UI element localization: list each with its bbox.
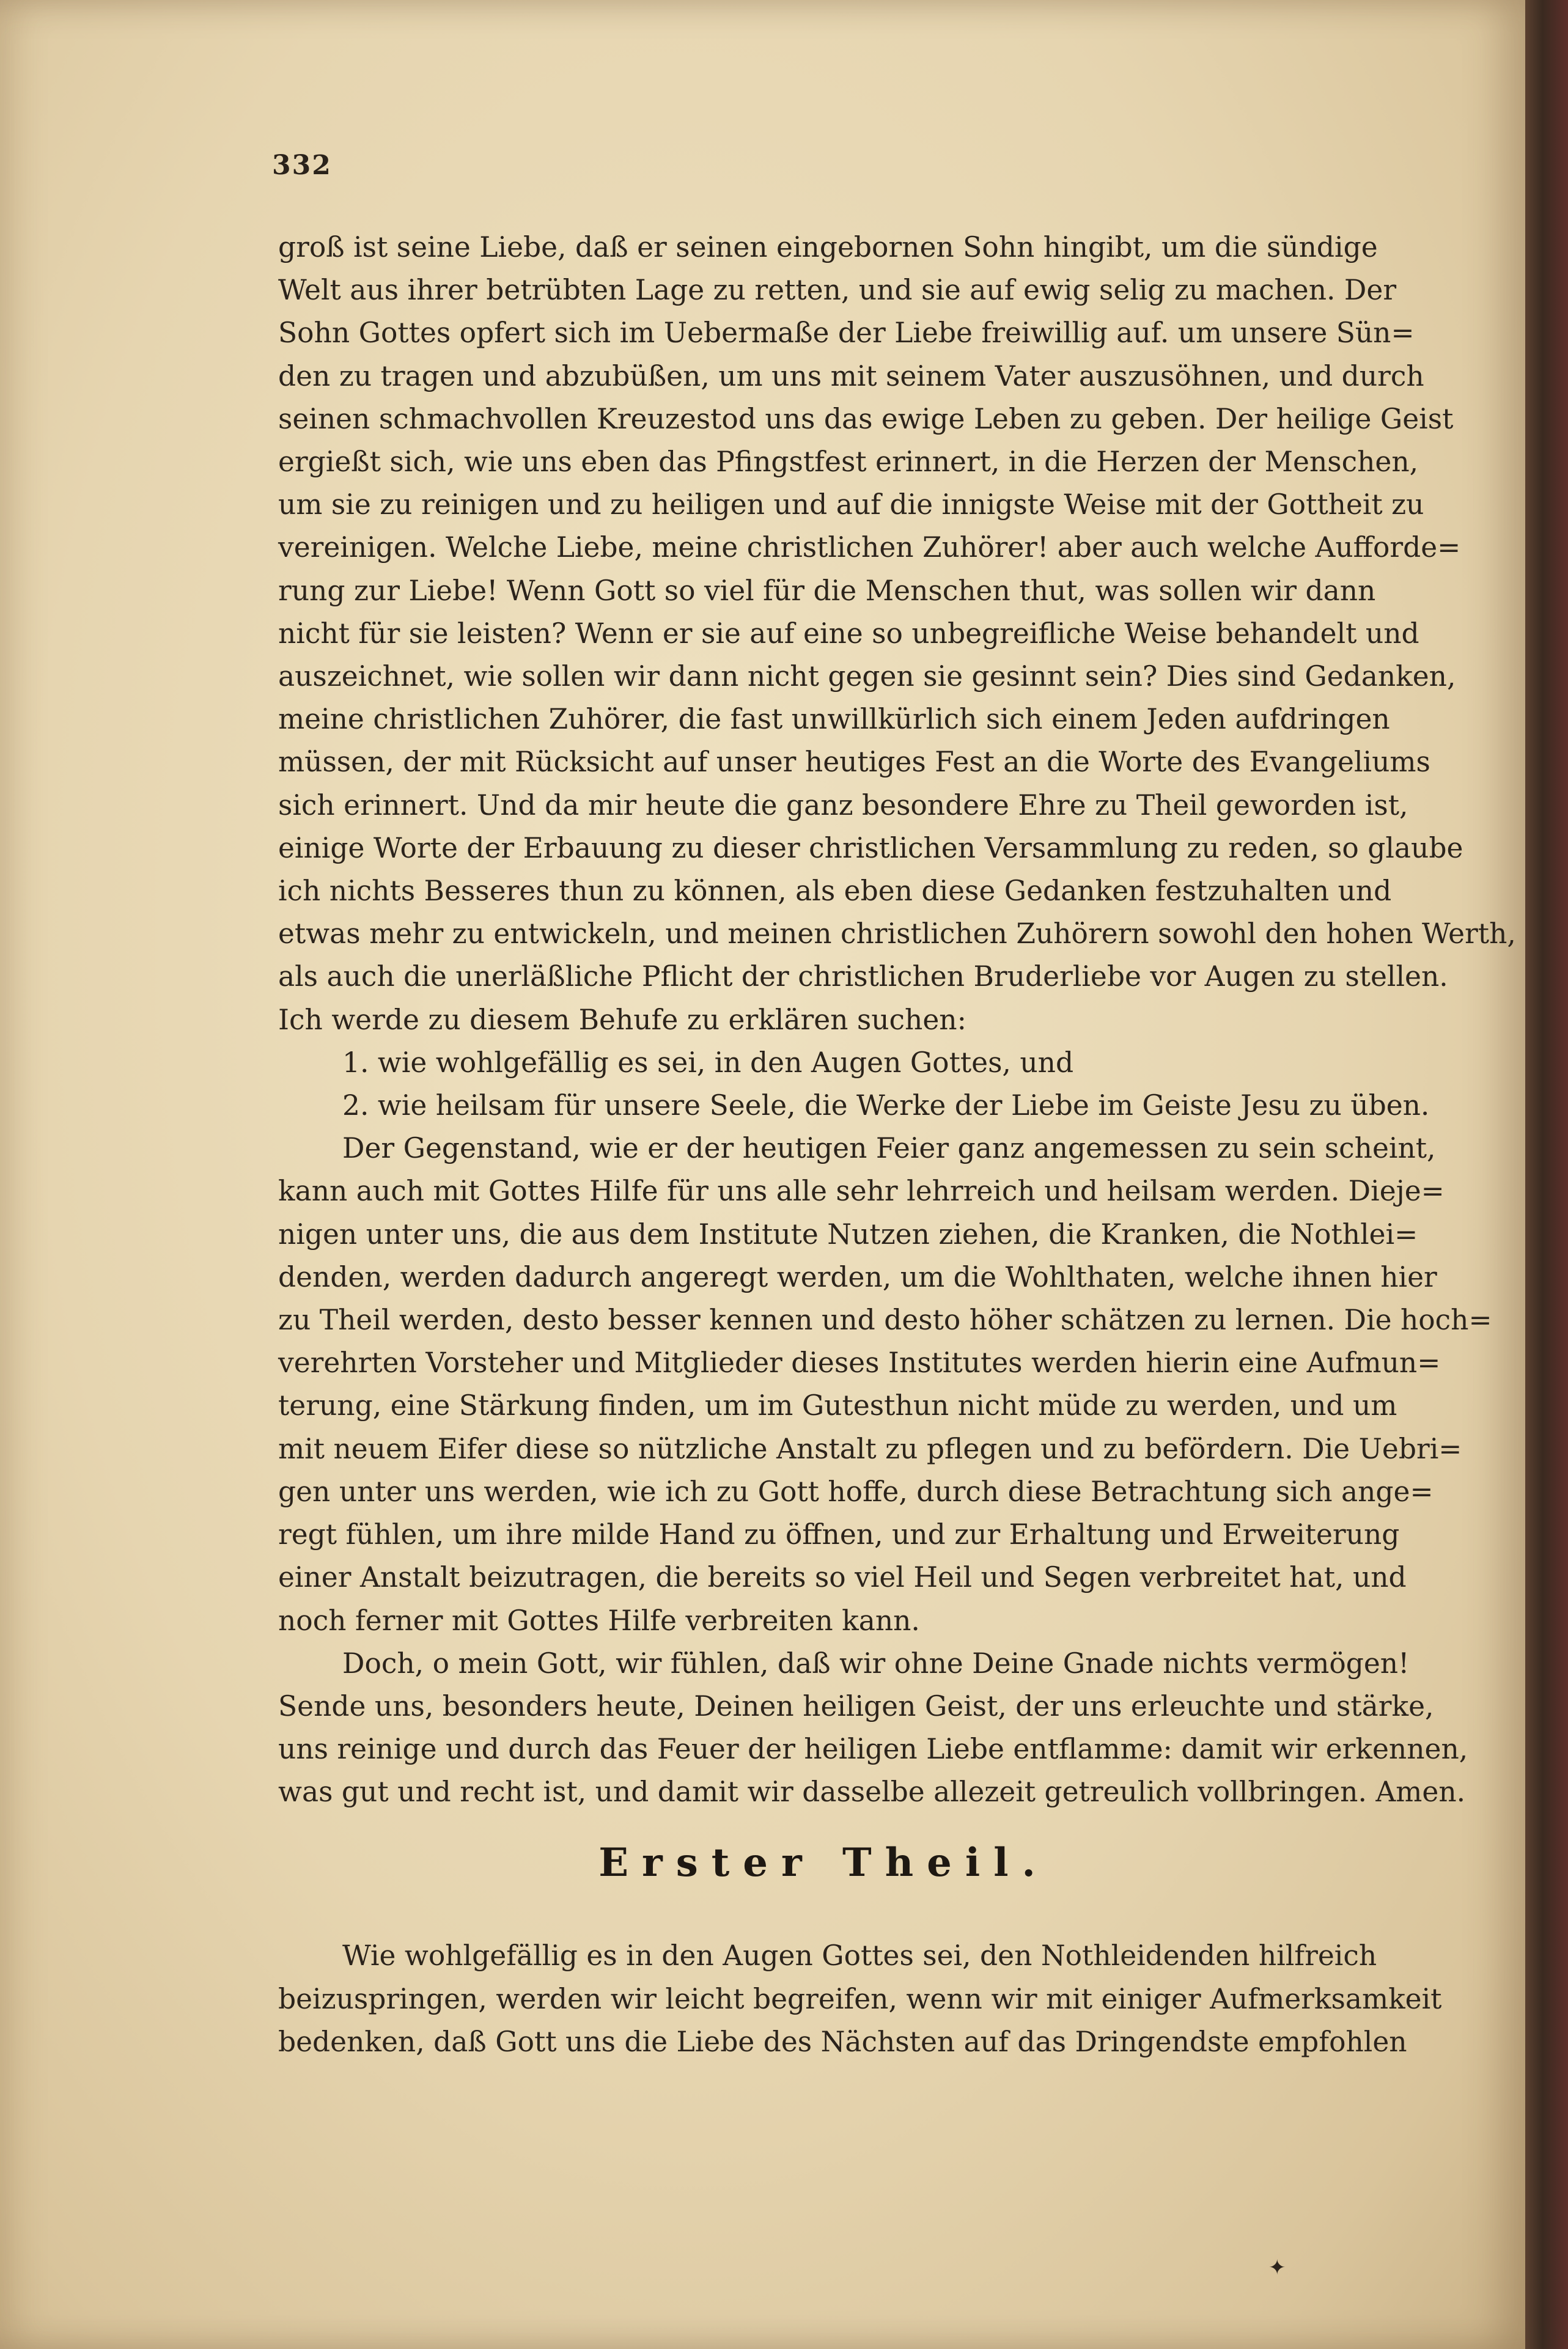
text-line: ergießt sich, wie uns eben das Pfingstfest erinnert, in die Herzen der Menschen, xyxy=(278,446,1419,479)
text-line: den zu tragen und abzubüßen, um uns mit seinem Vater auszusöhnen, und durch xyxy=(278,359,1424,392)
text-line: noch ferner mit Gottes Hilfe verbreiten kann. xyxy=(278,1604,920,1637)
text-line: nigen unter uns, die aus dem Institute Nutzen ziehen, die Kranken, die Nothlei= xyxy=(278,1218,1418,1251)
list-item-1: 1. wie wohlgefällig es sei, in den Augen Gottes, und xyxy=(342,1046,1074,1079)
text-line: müssen, der mit Rücksicht auf unser heutiges Fest an die Worte des Evangeliums xyxy=(278,746,1430,779)
text-line: Welt aus ihrer betrübten Lage zu retten, und sie auf ewig selig zu machen. Der xyxy=(278,274,1397,307)
text-line: auszeichnet, wie sollen wir dann nicht gegen sie gesinnt sein? Dies sind Gedanken, xyxy=(278,660,1456,693)
text-line: als auch die unerläßliche Pflicht der christlichen Bruderliebe vor Augen zu stellen. xyxy=(278,960,1448,993)
text-line: verehrten Vorsteher und Mitglieder dieses Institutes werden hierin eine Aufmun= xyxy=(278,1347,1441,1380)
text-line: groß ist seine Liebe, daß er seinen eingebornen Sohn hingibt, um die sündige xyxy=(278,231,1378,263)
text-line: bedenken, daß Gott uns die Liebe des Nächsten auf das Dringendste empfohlen xyxy=(278,2026,1407,2058)
text-line: ich nichts Besseres thun zu können, als eben diese Gedanken festzuhalten und xyxy=(278,875,1392,908)
section-heading: Erster Theil. xyxy=(598,1840,1049,1886)
text-line: Ich werde zu diesem Behufe zu erklären suchen: xyxy=(278,1003,966,1036)
footer-mark: ✦ xyxy=(1268,2255,1286,2280)
text-line: Sohn Gottes opfert sich im Uebermaße der Liebe freiwillig auf. um unsere Sün= xyxy=(278,317,1415,350)
text-line: terung, eine Stärkung finden, um im Gutesthun nicht müde zu werden, und um xyxy=(278,1389,1397,1422)
text-line: rung zur Liebe! Wenn Gott so viel für die Menschen thut, was sollen wir dann xyxy=(278,574,1376,607)
text-line: vereinigen. Welche Liebe, meine christlichen Zuhörer! aber auch welche Aufforde= xyxy=(278,531,1461,564)
text-line: nicht für sie leisten? Wenn er sie auf eine so unbegreifliche Weise behandelt und xyxy=(278,617,1419,650)
text-line: seinen schmachvollen Kreuzestod uns das ewige Leben zu geben. Der heilige Geist xyxy=(278,402,1454,435)
main-text xyxy=(278,226,1516,1814)
text-line: Doch, o mein Gott, wir fühlen, daß wir ohne Deine Gnade nichts vermögen! xyxy=(342,1647,1410,1680)
text-line: gen unter uns werden, wie ich zu Gott hoffe, durch diese Betrachtung sich ange= xyxy=(278,1475,1434,1508)
text-line: um sie zu reinigen und zu heiligen und auf die innigste Weise mit der Gottheit zu xyxy=(278,488,1424,521)
book-spine xyxy=(1525,0,1568,2349)
list-item-2: 2. wie heilsam für unsere Seele, die Werke der Liebe im Geiste Jesu zu üben. xyxy=(342,1089,1430,1122)
text-line: mit neuem Eifer diese so nützliche Anstalt zu pflegen und zu befördern. Die Uebri= xyxy=(278,1432,1462,1465)
text-line: etwas mehr zu entwickeln, und meinen christlichen Zuhörern sowohl den hohen Werth, xyxy=(278,917,1516,950)
text-line: beizuspringen, werden wir leicht begreifen, wenn wir mit einiger Aufmerksamkeit xyxy=(278,1982,1442,2015)
text-line: regt fühlen, um ihre milde Hand zu öffnen, und zur Erhaltung und Erweiterung xyxy=(278,1518,1400,1551)
text-line: was gut und recht ist, und damit wir dasselbe allezeit getreulich vollbringen. Amen. xyxy=(278,1776,1466,1809)
text-line: meine christlichen Zuhörer, die fast unwillkürlich sich einem Jeden aufdringen xyxy=(278,703,1390,736)
text-line: sich erinnert. Und da mir heute die ganz besondere Ehre zu Theil geworden ist, xyxy=(278,789,1408,822)
text-line: einer Anstalt beizutragen, die bereits so viel Heil und Segen verbreitet hat, und xyxy=(278,1561,1407,1594)
page-number: 332 xyxy=(272,150,332,181)
section-text xyxy=(278,1935,1442,2064)
text-line: Sende uns, besonders heute, Deinen heiligen Geist, der uns erleuchte und stärke, xyxy=(278,1689,1434,1722)
text-line: Wie wohlgefällig es in den Augen Gottes sei, den Nothleidenden hilfreich xyxy=(342,1939,1377,1972)
text-line: kann auch mit Gottes Hilfe für uns alle sehr lehrreich und heilsam werden. Dieje= xyxy=(278,1175,1445,1208)
text-line: uns reinige und durch das Feuer der heiligen Liebe entflamme: damit wir erkennen, xyxy=(278,1733,1468,1766)
text-line: zu Theil werden, desto besser kennen und desto höher schätzen zu lernen. Die hoch= xyxy=(278,1304,1492,1337)
text-line: Der Gegenstand, wie er der heutigen Feier ganz angemessen zu sein scheint, xyxy=(342,1132,1436,1165)
text-line: einige Worte der Erbauung zu dieser christlichen Versammlung zu reden, so glaube xyxy=(278,831,1463,864)
text-line: denden, werden dadurch angeregt werden, um die Wohlthaten, welche ihnen hier xyxy=(278,1260,1437,1293)
